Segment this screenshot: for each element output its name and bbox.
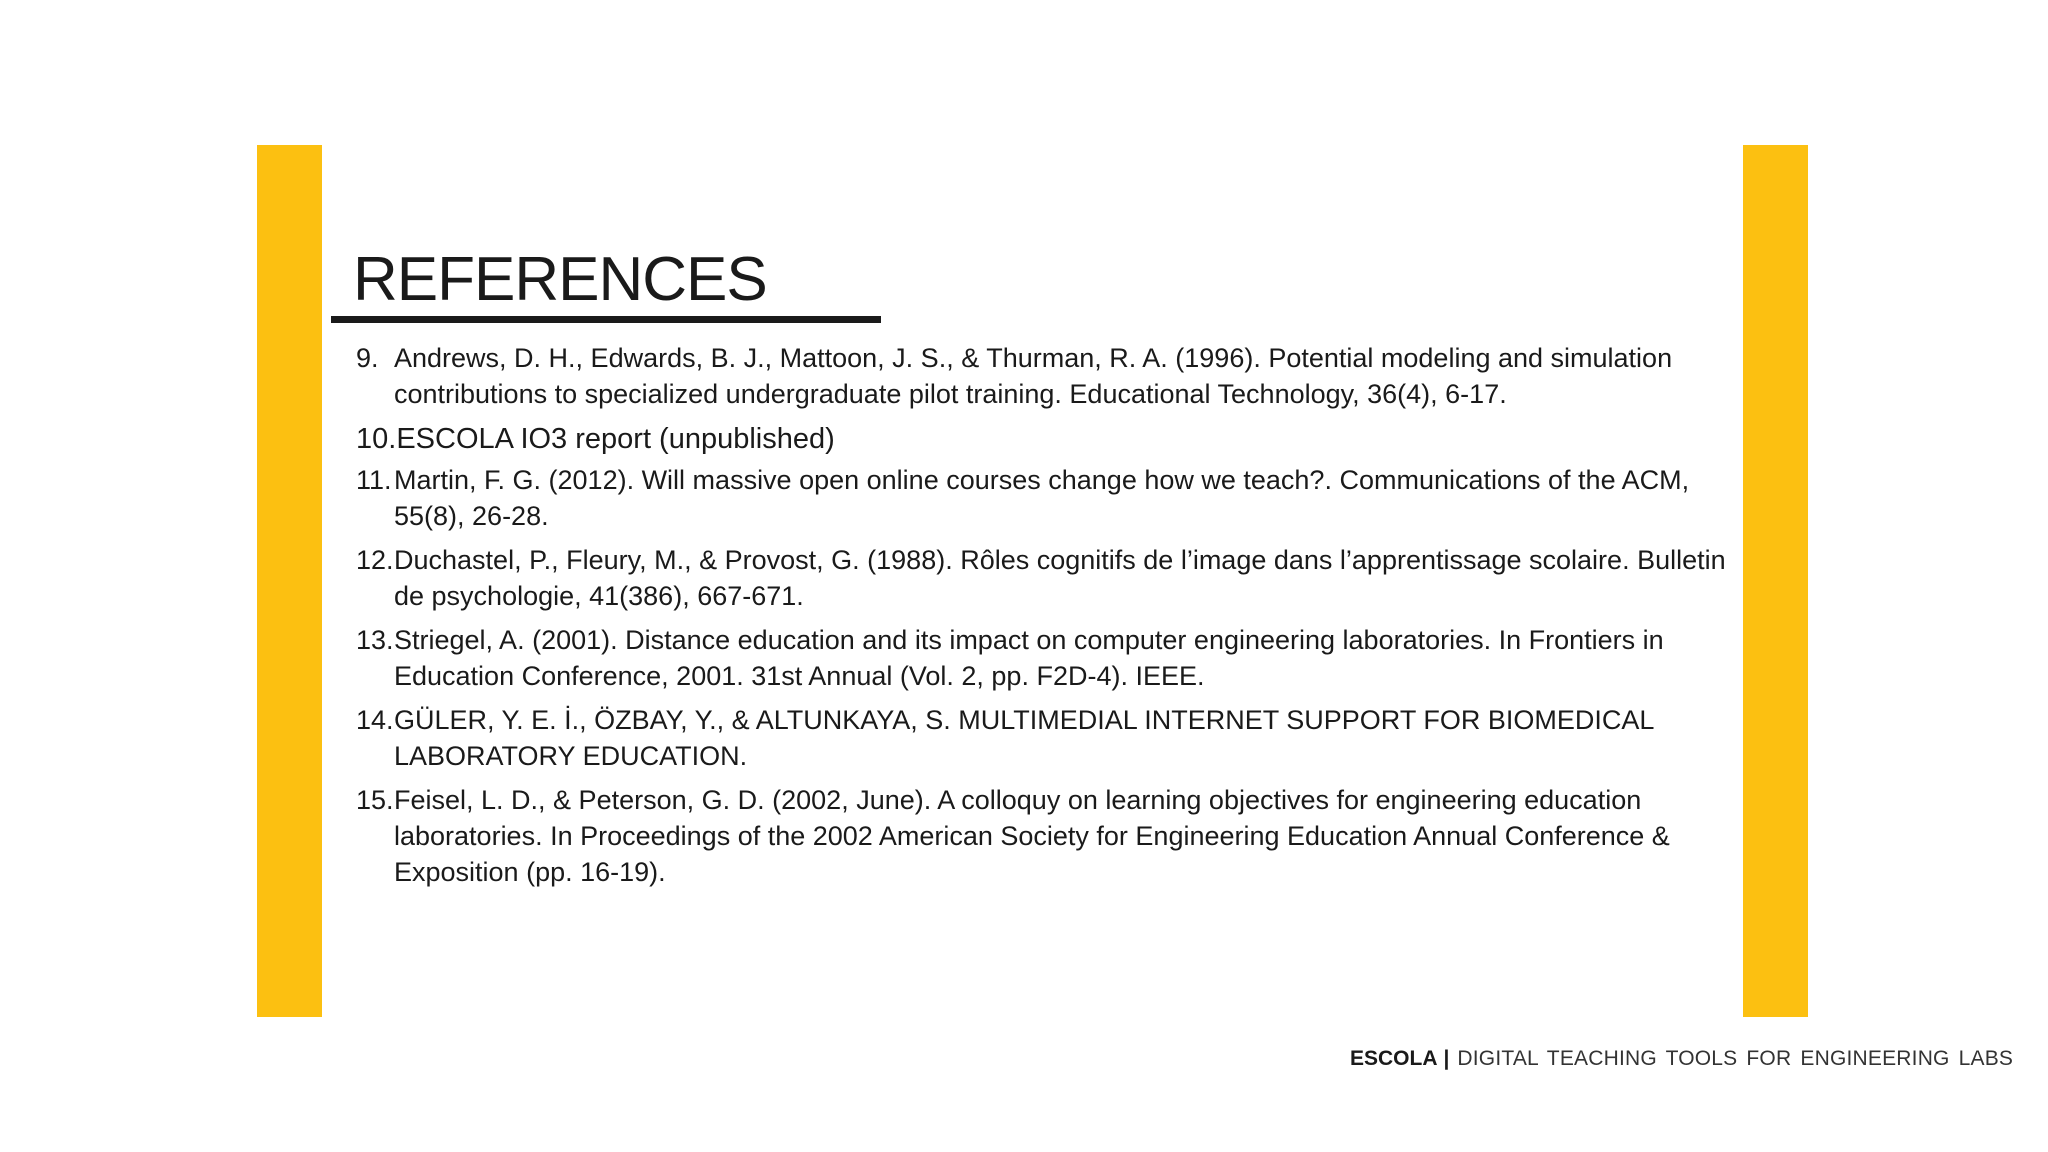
footer-brand: ESCOLA [1350, 1047, 1438, 1070]
footer-separator: | [1443, 1047, 1450, 1070]
reference-text: Andrews, D. H., Edwards, B. J., Mattoon, J. S., & Thurman, R. A. (1996). Potential modeling and simulation contributions to specialized undergraduate pilot training. Educational Technology, 36(4), 6-17. [394, 343, 1673, 409]
reference-item [356, 340, 1736, 412]
reference-item [356, 622, 1736, 694]
reference-text: ESCOLA IO3 report (unpublished) [396, 423, 835, 455]
reference-item [356, 542, 1736, 614]
reference-number: 12. [356, 545, 394, 575]
reference-text: Martin, F. G. (2012). Will massive open online courses change how we teach?. Communications of the ACM, 55(8), 26-28. [394, 465, 1690, 531]
reference-item [356, 420, 1736, 458]
reference-list [356, 340, 1736, 898]
reference-number: 11. [356, 465, 392, 495]
reference-item [356, 782, 1736, 890]
title-underline [331, 244, 881, 323]
footer-tagline: DIGITAL TEACHING TOOLS FOR ENGINEERING LABS [1457, 1047, 2014, 1070]
right-accent-bar [1743, 145, 1808, 1017]
reference-text: Duchastel, P., Fleury, M., & Provost, G. (1988). Rôles cognitifs de l’image dans l’apprentissage scolaire. Bulletin de psychologie, 41(386), 667-671. [394, 545, 1726, 611]
reference-text: Striegel, A. (2001). Distance education and its impact on computer engineering laboratories. In Frontiers in Education Conference, 2001. 31st Annual (Vol. 2, pp. F2D-4). IEEE. [394, 625, 1664, 691]
slide-footer [1350, 1045, 2014, 1073]
reference-item [356, 702, 1736, 774]
reference-text: Feisel, L. D., & Peterson, G. D. (2002, June). A colloquy on learning objectives for engineering education laboratories. In Proceedings of the 2002 American Society for Engineering Education Annual Conference & Exposition (pp. 16-19). [394, 785, 1670, 887]
reference-number: 14. [356, 705, 394, 735]
reference-number: 9. [356, 343, 379, 373]
reference-number: 13. [356, 625, 394, 655]
reference-text: GÜLER, Y. E. İ., ÖZBAY, Y., & ALTUNKAYA, S. MULTIMEDIAL INTERNET SUPPORT FOR BIOMEDICAL LABORATORY EDUCATION. [394, 705, 1654, 771]
reference-number: 10. [356, 423, 397, 455]
reference-number: 15. [356, 785, 394, 815]
left-accent-bar [257, 145, 322, 1017]
slide-title: REFERENCES [353, 245, 767, 314]
reference-item [356, 462, 1736, 534]
